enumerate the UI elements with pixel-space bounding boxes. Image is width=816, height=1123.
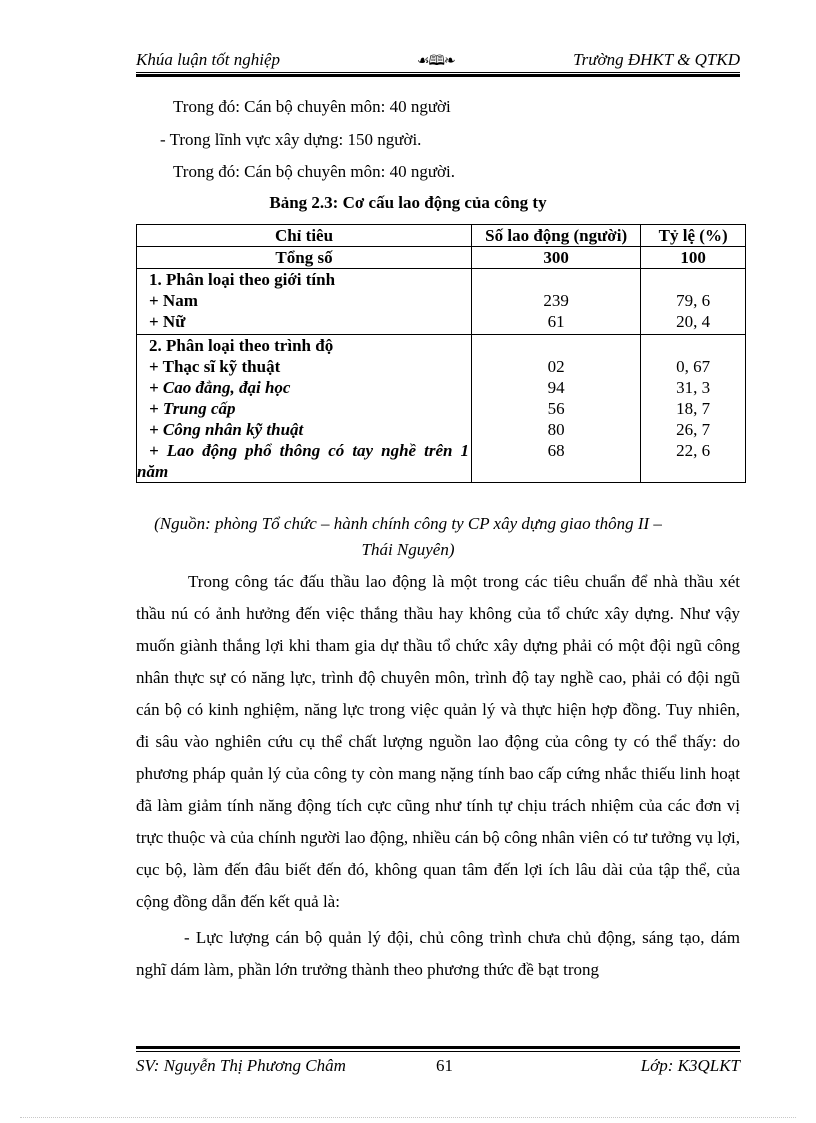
intro-line-1: Trong đó: Cán bộ chuyên môn: 40 người — [173, 97, 451, 116]
row-label: + Nam — [149, 291, 198, 310]
table-header-row — [137, 225, 746, 247]
header-rule-thick — [136, 74, 740, 77]
row-percent: 18, 7 — [676, 399, 711, 418]
row-label: + Thạc sĩ kỹ thuật — [149, 357, 281, 376]
row-count: 68 — [547, 441, 565, 460]
row-count: 94 — [547, 378, 565, 397]
row-percent: 22, 6 — [676, 441, 711, 460]
total-count: 300 — [472, 247, 641, 269]
table-source-line-1: (Nguồn: phòng Tổ chức – hành chính công ty CP xây dựng giao thông II – — [154, 514, 662, 533]
page-footer — [136, 1056, 740, 1078]
table-group-gender — [137, 269, 746, 335]
header-thesis-title: Khúa luận tốt nghiệp — [136, 50, 281, 69]
row-label: + Lao động phổ thông có tay nghề trên 1 năm — [137, 441, 469, 481]
page-bottom-dotted-line — [20, 1117, 796, 1118]
table-group-qualification — [137, 335, 746, 483]
intro-line-2: - Trong lĩnh vực xây dựng: 150 người. — [160, 130, 422, 149]
row-percent: 79, 6 — [676, 291, 711, 310]
col-header-percent: Tỷ lệ (%) — [641, 225, 746, 247]
col-header-criteria: Chỉ tiêu — [137, 225, 472, 247]
page-number: 61 — [436, 1056, 453, 1075]
row-label: + Công nhân kỹ thuật — [149, 420, 304, 439]
total-percent: 100 — [641, 247, 746, 269]
page-header — [136, 50, 740, 72]
table-caption: Bảng 2.3: Cơ cấu lao động của công ty — [269, 193, 547, 212]
footer-rule-thick — [136, 1046, 740, 1049]
labor-structure-table — [136, 224, 746, 483]
paragraph-2: - Lực lượng cán bộ quản lý đội, chủ công trình chưa chủ động, sáng tạo, dám nghĩ dám làm, phần lớn trưởng thành theo phương thức đề bạt trong — [136, 928, 740, 979]
row-count: 80 — [547, 420, 565, 439]
group-title-qualification: 2. Phân loại theo trình độ — [149, 336, 334, 355]
row-percent: 31, 3 — [676, 378, 711, 397]
row-count: 239 — [543, 291, 569, 310]
row-count: 02 — [547, 357, 565, 376]
row-percent: 20, 4 — [676, 312, 711, 331]
header-ornament: ☙🕮❧ — [417, 54, 455, 69]
row-percent: 26, 7 — [676, 420, 711, 439]
group-title-gender: 1. Phân loại theo giới tính — [149, 270, 336, 289]
row-count: 61 — [547, 312, 565, 331]
row-count: 56 — [547, 399, 565, 418]
row-label: + Nữ — [149, 312, 186, 331]
footer-student-name: SV: Nguyễn Thị Phương Châm — [136, 1056, 346, 1075]
row-label: + Cao đẳng, đại học — [149, 378, 291, 397]
paragraph-1: Trong công tác đấu thầu lao động là một trong các tiêu chuẩn để nhà thầu xét thầu nú có ảnh hưởng đến việc thắng thầu hay không của tổ chức xây dựng. Như vậy muốn giành thắng lợi khi tham gia dự thầu tổ chức xây dựng phải có một đội ngũ công nhân thực sự có năng lực, trình độ chuyên môn, trình độ tay nghề cao, phải có đội ngũ cán bộ có kinh nghiệm, năng lực trong việc quản lý và thực hiện hợp đồng. Tuy nhiên, đi sâu vào nghiên cứu cụ thể chất lượng nguồn lao động của công ty có thể thấy: do phương pháp quản lý của công ty còn mang nặng tính bao cấp cứng nhắc thiếu linh hoạt đã làm giảm tính năng động tích cực cũng như tính tự chịu trách nhiệm của các đơn vị trực thuộc và của chính người lao động, nhiều cán bộ công nhân viên có tư tưởng vụ lợi, cục bộ, làm đến đâu biết đến đó, không quan tâm đến lợi ích lâu dài của tập thể, của cộng đồng dẫn đến kết quả là: — [136, 572, 740, 911]
table-source-line-2: Thái Nguyên) — [361, 540, 455, 559]
header-rule-thin — [136, 72, 740, 73]
col-header-count: Số lao động (người) — [472, 225, 641, 247]
footer-rule-thin — [136, 1051, 740, 1052]
total-label: Tổng số — [137, 247, 472, 269]
row-percent: 0, 67 — [676, 357, 711, 376]
table-total-row — [137, 247, 746, 269]
footer-class: Lớp: K3QLKT — [640, 1056, 740, 1075]
row-label: + Trung cấp — [149, 399, 236, 418]
body-text — [136, 566, 740, 986]
intro-line-3: Trong đó: Cán bộ chuyên môn: 40 người. — [173, 162, 456, 181]
header-university: Trường ĐHKT & QTKD — [573, 50, 740, 69]
